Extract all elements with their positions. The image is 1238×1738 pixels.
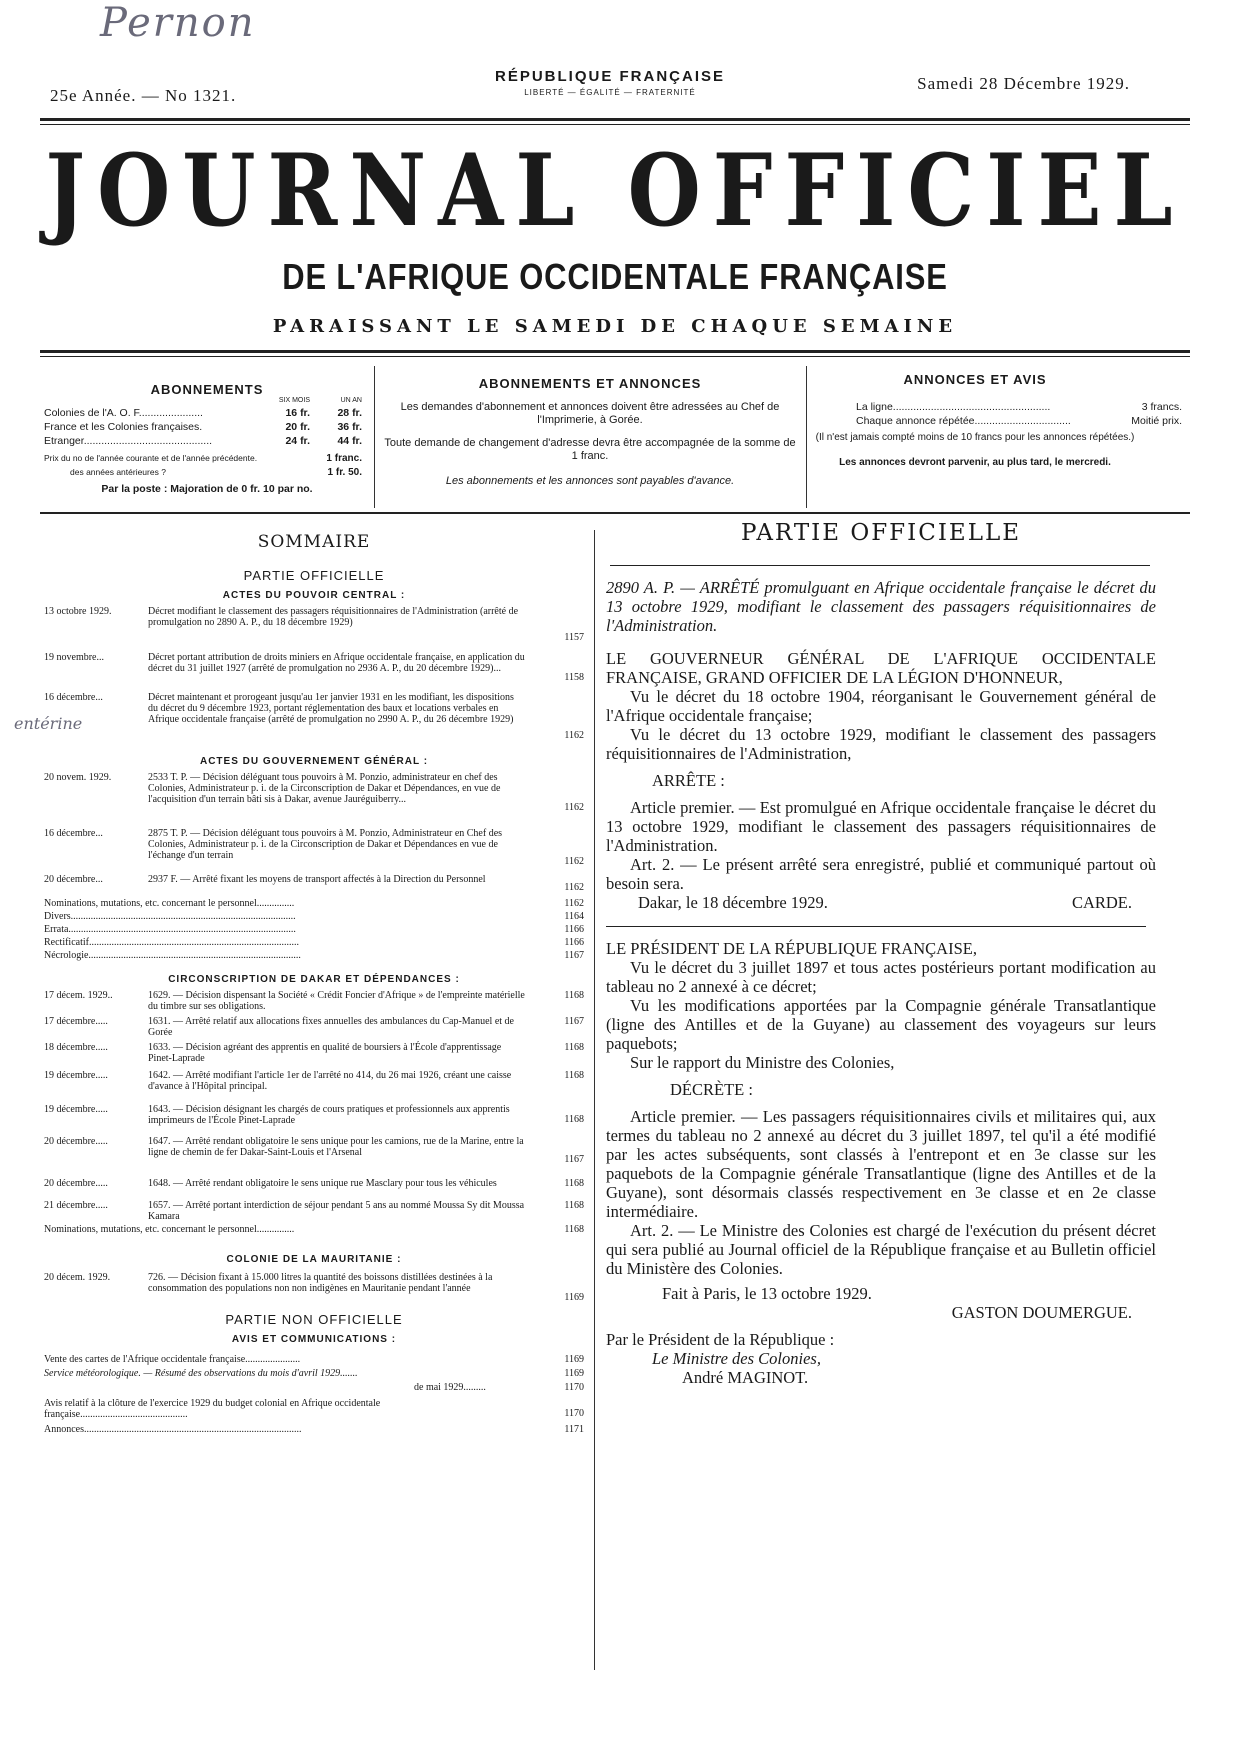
toc-page: 1170 xyxy=(564,1382,584,1393)
masthead-title: JOURNAL OFFICIEL xyxy=(45,132,1185,249)
toc-text: Décret maintenant et prorogeant jusqu'au 1er janvier 1931 en les modifiant, les dispositions du décret du 9 décembre 1923, portant réglementation des baux et locations verbales en Afrique occidentale française (arrêté de promulgation no 2990 A. P., du 26 décembre 1929) xyxy=(148,692,514,725)
toc-page: 1168 xyxy=(564,1070,584,1081)
header-bar xyxy=(50,62,1130,112)
abo-label: France et les Colonies françaises. xyxy=(44,421,203,433)
republic-label: RÉPUBLIQUE FRANÇAISE xyxy=(494,68,725,85)
abo-row xyxy=(44,407,370,421)
toc-date: 19 décembre..... xyxy=(44,1104,108,1115)
toc-text: 1647. — Arrêté rendant obligatoire le sens unique pour les camions, rue de la Marine, entre la ligne de chemin de fer Dakar-Saint-Louis et l'Arsenal xyxy=(148,1136,524,1158)
toc-date: 19 novembre... xyxy=(44,652,104,663)
abo-year: 36 fr. xyxy=(337,421,362,433)
av-row xyxy=(856,401,1182,415)
dakar-date-line xyxy=(606,893,1156,912)
article-paragraph: Art. 2. — Le présent arrêté sera enregistré, publié et communiqué partout où besoin sera. xyxy=(606,855,1156,893)
toc-text: Rectificatif.................................................................................... xyxy=(44,937,299,948)
av-p1: (Il n'est jamais compté moins de 10 francs pour les annonces répétées.) xyxy=(815,432,1135,443)
republic-block xyxy=(420,68,800,97)
poste-note: Par la poste : Majoration de 0 fr. 10 par no. xyxy=(101,483,313,495)
masthead-subtitle: DE L'AFRIQUE OCCIDENTALE FRANÇAISE xyxy=(282,256,948,297)
price-label: des années antérieures ? xyxy=(70,467,166,477)
abo-row xyxy=(44,435,370,449)
toc-date: 20 décembre..... xyxy=(44,1136,108,1147)
toc-partie-non-officielle: PARTIE NON OFFICIELLE xyxy=(225,1312,403,1327)
carde-signature: CARDE. xyxy=(1071,893,1132,912)
toc-page: 1162 xyxy=(564,882,584,893)
toc-page: 1162 xyxy=(564,856,584,867)
av-label: Chaque annonce répétée................................. xyxy=(856,415,1071,427)
abo-label: Etranger............................................ xyxy=(44,435,213,447)
toc-page: 1162 xyxy=(564,898,584,909)
maginot-signature: André MAGINOT. xyxy=(682,1368,809,1387)
av-p2: Les annonces devront parvenir, au plus tard, le mercredi. xyxy=(839,457,1111,468)
toc-text: Service météorologique. — Résumé des observations du mois d'avril 1929....... xyxy=(44,1368,358,1379)
toc-text: Annonces....................................................................................... xyxy=(44,1424,302,1435)
toc-text: 1631. — Arrêté relatif aux allocations fixes annuelles des ambulances du Cap-Manuel et de Gorée xyxy=(148,1016,514,1038)
article-paragraph: Art. 2. — Le Ministre des Colonies est chargé de l'exécution du présent décret qui sera publié au Journal officiel de la République française et au Bulletin officiel du Ministère des Colonies. xyxy=(606,1221,1156,1278)
abonnements-header xyxy=(44,397,370,407)
toc-text: Divers.......................................................................................... xyxy=(44,911,296,922)
toc-date: 20 novem. 1929. xyxy=(44,772,112,783)
abo-year: 28 fr. xyxy=(337,407,362,419)
header-rule-thin xyxy=(40,124,1190,125)
toc-page: 1162 xyxy=(564,730,584,741)
vu-paragraph: Vu le décret du 13 octobre 1929, modifiant le classement des passagers réquisitionnaires de l'Administration, xyxy=(606,725,1156,763)
toc-text: 1657. — Arrêté portant interdiction de séjour pendant 5 ans au nommé Moussa Sy dit Moussa Kamara xyxy=(148,1200,525,1222)
toc-page: 1168 xyxy=(564,990,584,1001)
col-year: UN AN xyxy=(340,397,362,404)
handwritten-margin-note: entérine xyxy=(14,714,83,733)
abo-row xyxy=(44,421,370,435)
toc-page: 1168 xyxy=(564,1042,584,1053)
column-divider xyxy=(594,530,595,1670)
toc-date: 17 décem. 1929.. xyxy=(44,990,113,1001)
toc-text: Errata........................................................................................... xyxy=(44,924,296,935)
article-paragraph: Article premier. — Est promulgué en Afrique occidentale française le décret du 13 octobre 1929, modifiant le classement des passagers réquisitionnaires de l'Administration. xyxy=(606,798,1156,855)
toc-text: Avis relatif à la clôture de l'exercice 1929 du budget colonial en Afrique occidentale française........................................... xyxy=(44,1398,381,1420)
toc-page: 1158 xyxy=(564,672,584,683)
toc-text: Décret modifiant le classement des passagers réquisitionnaires de l'Administration (arrêté de promulgation no 2890 A. P., du 18 décembre 1929) xyxy=(148,606,519,628)
vu-paragraph: Vu le décret du 18 octobre 1904, réorganisant le Gouvernement général de l'Afrique occidentale française; xyxy=(606,687,1156,725)
toc-page: 1169 xyxy=(564,1354,584,1365)
masthead-rule xyxy=(40,350,1190,353)
toc-text: 1629. — Décision dispensant la Société « Crédit Foncier d'Afrique » de l'empreinte matérielle du timbre sur ses obligations. xyxy=(148,990,525,1012)
price-row xyxy=(44,467,370,481)
toc-page: 1171 xyxy=(564,1424,584,1435)
toc-text: 726. — Décision fixant à 15.000 litres la quantité des boissons distillées destinées à la consommation des populations non non indigènes en Mauritanie pendant l'année xyxy=(148,1272,493,1294)
toc-date: 16 décembre... xyxy=(44,828,103,839)
vu-paragraph: Vu le décret du 3 juillet 1897 et tous actes postérieurs portant modification au tableau no 2 annexé à ce décret; xyxy=(606,958,1156,996)
toc-text: 1633. — Décision agréant des apprentis en qualité de boursiers à l'École d'apprentissage Pinet-Laprade xyxy=(148,1042,502,1064)
dakar-date: Dakar, le 18 décembre 1929. xyxy=(638,893,828,912)
fait-line: Fait à Paris, le 13 octobre 1929. xyxy=(662,1284,872,1303)
toc-section-gouv: ACTES DU GOUVERNEMENT GÉNÉRAL : xyxy=(199,756,429,767)
gouverneur-line: LE GOUVERNEUR GÉNÉRAL DE L'AFRIQUE OCCIDENTALE FRANÇAISE, GRAND OFFICIER DE LA LÉGION D'HONNEUR, xyxy=(606,649,1156,687)
issue-date: Samedi 28 Décembre 1929. xyxy=(917,74,1130,93)
price-label: Prix du no de l'année courante et de l'année précédente. xyxy=(44,453,258,463)
av-value: Moitié prix. xyxy=(1131,415,1182,427)
issue-number: 25e Année. — No 1321. xyxy=(50,86,237,105)
aa-title: ABONNEMENTS ET ANNONCES xyxy=(478,376,702,391)
handwritten-annotation: Pernon xyxy=(100,0,256,46)
boxes-rule xyxy=(40,512,1190,514)
toc-text: 2875 T. P. — Décision déléguant tous pouvoirs à M. Ponzio, Administrateur en Chef des Colonies, Administrateur p. i. de la Circonscription de Dakar et Dépendances en vue de l'échange d'un terrain xyxy=(148,828,503,861)
abo-label: Colonies de l'A. O. F...................... xyxy=(44,407,203,419)
av-label: La ligne...................................................... xyxy=(856,401,1051,413)
toc-page: 1168 xyxy=(564,1114,584,1125)
toc-page: 1164 xyxy=(564,911,584,922)
toc-text: 1643. — Décision désignant les chargés de cours pratiques et professionnels aux apprentis imprimeurs de l'École Pinet-Laprade xyxy=(148,1104,510,1126)
toc-page: 1168 xyxy=(564,1224,584,1235)
toc-page: 1167 xyxy=(564,1154,584,1165)
toc-text: 2937 F. — Arrêté fixant les moyens de transport affectés à la Direction du Personnel xyxy=(148,874,486,885)
par-president: Par le Président de la République : xyxy=(606,1330,835,1349)
toc-page: 1157 xyxy=(564,632,584,643)
toc-date: 16 décembre... xyxy=(44,692,103,703)
sommaire-title: SOMMAIRE xyxy=(257,532,371,552)
abo-year: 44 fr. xyxy=(337,435,362,447)
toc-text: Nominations, mutations, etc. concernant le personnel............... xyxy=(44,898,295,909)
toc-date: 17 décembre..... xyxy=(44,1016,108,1027)
ministre-line: Le Ministre des Colonies, xyxy=(652,1349,821,1368)
col-six: SIX MOIS xyxy=(278,397,310,404)
toc-page: 1169 xyxy=(564,1368,584,1379)
toc-text: 2533 T. P. — Décision déléguant tous pouvoirs à M. Ponzio, administrateur en chef des Colonies, Administrateur p. i. de la Circonscription de Dakar et Dépendances, en vue de l'acquisition d'un terrain bâti sis à Dakar, avenue Jauréguiberry... xyxy=(148,772,501,805)
toc-page: 1162 xyxy=(564,802,584,813)
price-value: 1 fr. 50. xyxy=(327,467,362,478)
right-column xyxy=(606,578,1156,1387)
toc-page: 1168 xyxy=(564,1200,584,1211)
aa-p3: Les abonnements et les annonces sont payables d'avance. xyxy=(445,475,735,487)
toc-text: 1648. — Arrêté rendant obligatoire le sens unique rue Masclary pour tous les véhicules xyxy=(148,1178,497,1189)
abo-six: 24 fr. xyxy=(285,435,310,447)
toc-page: 1167 xyxy=(564,1016,584,1027)
arrete-label: ARRÊTE : xyxy=(652,771,725,790)
toc-page: 1169 xyxy=(564,1292,584,1303)
toc-section-pouvoir: ACTES DU POUVOIR CENTRAL : xyxy=(222,590,406,601)
doumergue-signature: GASTON DOUMERGUE. xyxy=(951,1303,1132,1322)
toc-text: de mai 1929......... xyxy=(414,1382,486,1393)
masthead-rule-thin xyxy=(40,356,1190,357)
masthead-tagline: PARAISSANT LE SAMEDI DE CHAQUE SEMAINE xyxy=(272,316,958,337)
decrete-label: DÉCRÈTE : xyxy=(670,1080,753,1099)
toc-text: Vente des cartes de l'Afrique occidentale française...................... xyxy=(44,1354,301,1365)
partie-rule xyxy=(610,565,1150,566)
toc-text: Décret portant attribution de droits miniers en Afrique occidentale française, en application du décret du 31 juillet 1927 (arrêté de promulgation no 2936 A. P., du 20 décembre 1929)... xyxy=(148,652,525,674)
toc-page: 1166 xyxy=(564,924,584,935)
toc-date: 20 décembre... xyxy=(44,874,103,885)
abo-six: 16 fr. xyxy=(285,407,310,419)
toc-text: Nécrologie..................................................................................... xyxy=(44,950,301,961)
price-value: 1 franc. xyxy=(326,453,362,464)
arrete-heading: 2890 A. P. — ARRÊTÉ promulguant en Afrique occidentale française le décret du 13 octobre 1929, modifiant le classement des passagers réquisitionnaires de l'Administration. xyxy=(606,578,1156,635)
aa-p2: Toute demande de changement d'adresse devra être accompagnée de la somme de 1 franc. xyxy=(384,437,796,462)
av-value: 3 francs. xyxy=(1141,401,1182,413)
toc-date: 20 décembre..... xyxy=(44,1178,108,1189)
abonnements-box xyxy=(44,360,370,510)
toc-date: 20 décem. 1929. xyxy=(44,1272,111,1283)
toc-date: 18 décembre..... xyxy=(44,1042,108,1053)
toc-date: 13 octobre 1929. xyxy=(44,606,112,617)
partie-officielle-title: PARTIE OFFICIELLE xyxy=(740,520,1022,546)
price-row xyxy=(44,453,370,467)
toc-section-mauritanie: COLONIE DE LA MAURITANIE : xyxy=(226,1254,402,1265)
article-paragraph: Article premier. — Les passagers réquisitionnaires civils et militaires qui, aux termes du tableau no 2 annexé au décret du 3 juillet 1897, tel qu'il a été modifié par les actes subséquents, sont classés à l'entrepont et en 3e classe sur les paquebots de la Compagnie générale Transatlantique (ligne des Antilles et de la Guyane), sont désormais classés respectivement en 3e classe et en 2e classe intermédiaire. xyxy=(606,1107,1156,1221)
toc-text: Nominations, mutations, etc. concernant le personnel............... xyxy=(44,1224,295,1235)
toc-page: 1167 xyxy=(564,950,584,961)
toc-text: 1642. — Arrêté modifiant l'article 1er de l'arrêté no 414, du 26 mai 1926, créant une caisse d'avance à l'Hôpital principal. xyxy=(148,1070,512,1092)
toc-page: 1168 xyxy=(564,1178,584,1189)
toc-section-avis: AVIS ET COMMUNICATIONS : xyxy=(231,1334,397,1345)
abonnements-title: ABONNEMENTS xyxy=(150,382,264,397)
vu-paragraph: Sur le rapport du Ministre des Colonies, xyxy=(630,1053,895,1072)
annonces-avis-box xyxy=(812,360,1182,510)
toc-date: 19 décembre..... xyxy=(44,1070,108,1081)
abo-six: 20 fr. xyxy=(285,421,310,433)
toc-page: 1170 xyxy=(564,1408,584,1419)
box-divider xyxy=(806,366,807,508)
toc-date: 21 décembre..... xyxy=(44,1200,108,1211)
president-line: LE PRÉSIDENT DE LA RÉPUBLIQUE FRANÇAISE, xyxy=(606,939,977,958)
section-rule xyxy=(606,926,1146,927)
toc-page: 1166 xyxy=(564,937,584,948)
header-rule xyxy=(40,118,1190,121)
toc-section-dakar: CIRCONSCRIPTION DE DAKAR ET DÉPENDANCES : xyxy=(168,974,460,985)
box-divider xyxy=(374,366,375,508)
av-row xyxy=(856,415,1182,429)
aa-p1: Les demandes d'abonnement et annonces doivent être adressées au Chef de l'Imprimerie, à Gorée. xyxy=(400,401,780,426)
toc-partie-officielle: PARTIE OFFICIELLE xyxy=(243,568,385,583)
vu-paragraph: Vu les modifications apportées par la Compagnie générale Transatlantique (ligne des Antilles et de la Guyane) au classement des voyageurs sur leurs paquebots; xyxy=(606,996,1156,1053)
motto: LIBERTÉ — ÉGALITÉ — FRATERNITÉ xyxy=(524,88,696,97)
av-title: ANNONCES ET AVIS xyxy=(903,372,1047,387)
abonnements-annonces-box xyxy=(380,360,800,510)
